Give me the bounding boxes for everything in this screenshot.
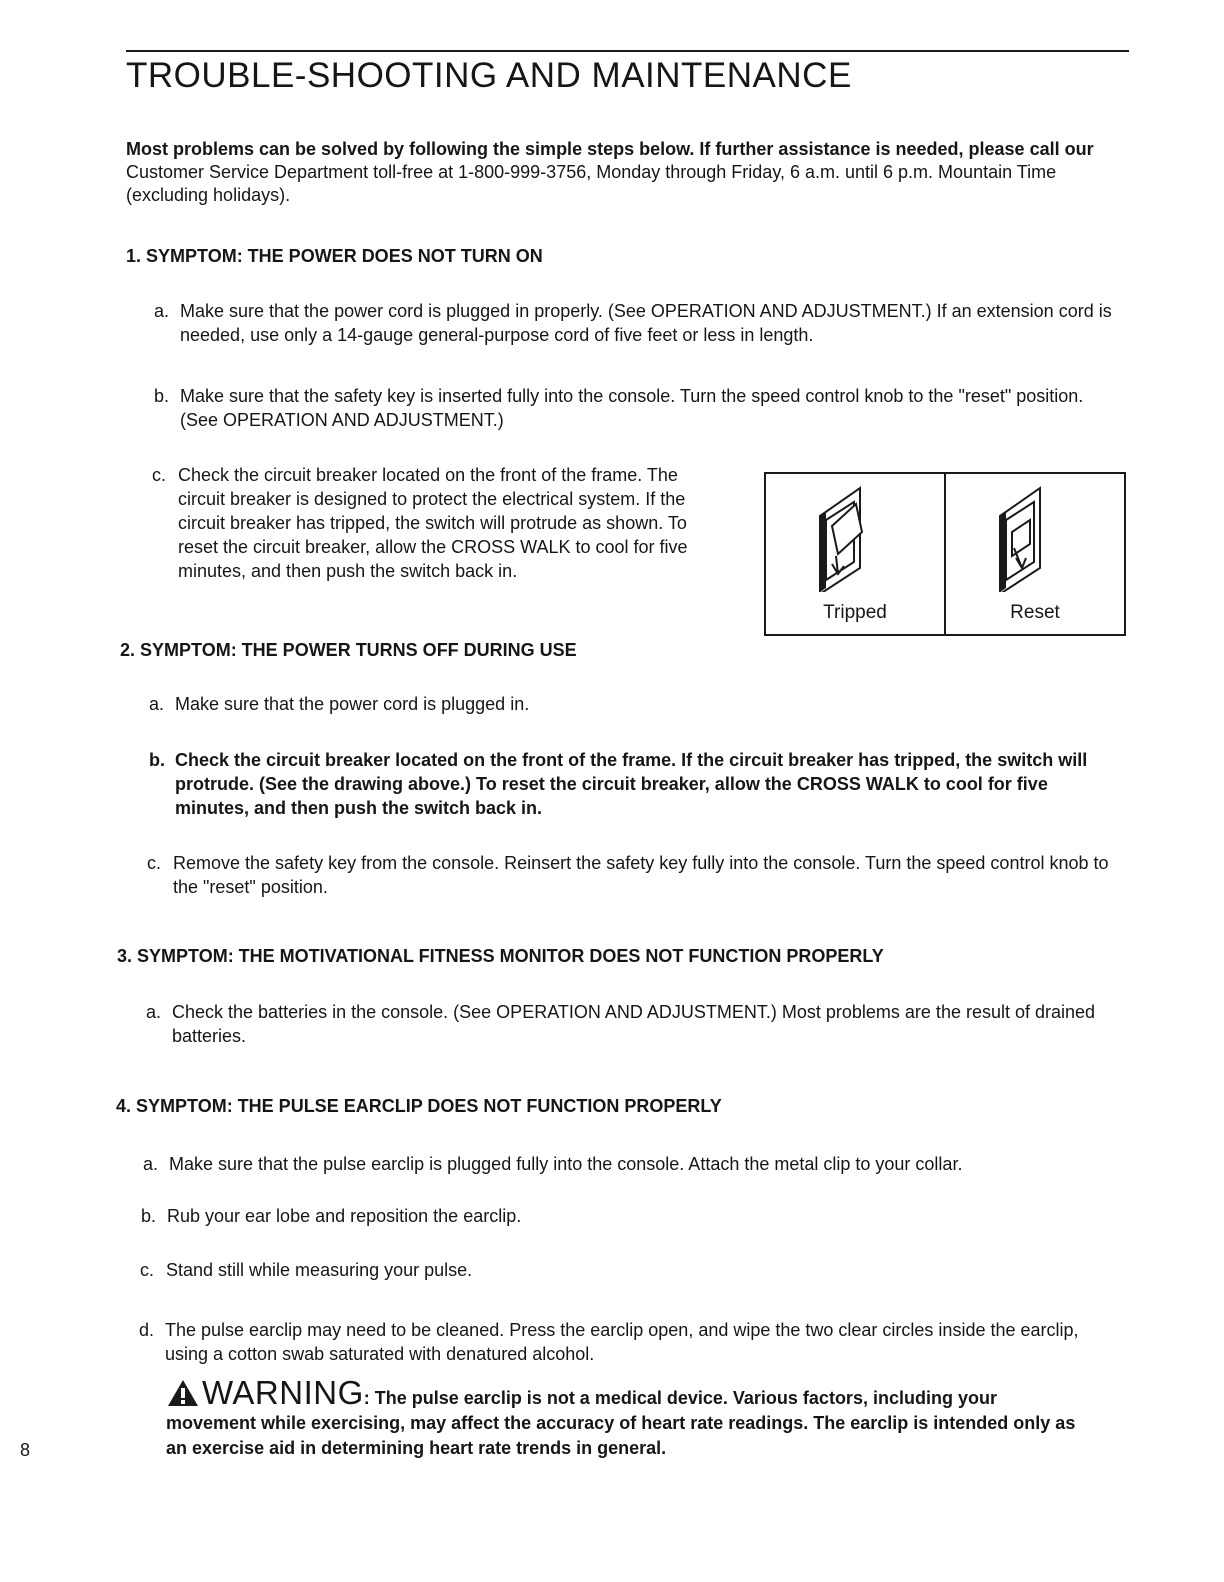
symptom-3-item-a [146,1000,1122,1048]
item-text: Stand still while measuring your pulse. [166,1260,473,1280]
item-letter: d. [139,1320,155,1340]
symptom-1-item-a [154,299,1120,347]
symptom-1-heading: 1. SYMPTOM: THE POWER DOES NOT TURN ON [126,246,543,266]
page-title: TROUBLE-SHOOTING AND MAINTENANCE [126,56,852,95]
item-letter: b. [141,1206,157,1226]
warning-text: : The pulse earclip is not a medical device. Various factors, including your movement while exercising, may affect the accuracy of heart rate readings. The earclip is intended only as an exercise aid in determining heart rate trends in general. [166,1388,1076,1458]
tripped-switch-icon [812,482,902,592]
item-letter: a. [143,1154,159,1174]
item-text: Remove the safety key from the console. Reinsert the safety key fully into the console. Turn the speed control knob to the "reset" position. [173,853,1109,897]
title-rule [126,50,1129,52]
intro-rest: Customer Service Department toll-free at 1-800-999-3756, Monday through Friday, 6 a.m. until 6 p.m. Mountain Time (excluding holidays). [126,162,1057,205]
symptom-2-item-a [149,692,1115,716]
item-text: Make sure that the pulse earclip is plugged fully into the console. Attach the metal clip to your collar. [169,1154,963,1174]
symptom-1-item-c [152,463,728,583]
item-text: Check the circuit breaker located on the front of the frame. If the circuit breaker has tripped, the switch will protrude. (See the drawing above.) To reset the circuit breaker, allow the CROSS WALK to cool for five minutes, and then push the switch back in. [175,750,1088,818]
warning-note [166,1374,1076,1461]
item-letter: b. [154,386,170,406]
tripped-label: Tripped [823,602,887,623]
item-text: Check the batteries in the console. (See OPERATION AND ADJUSTMENT.) Most problems are the result of drained batteries. [172,1002,1096,1046]
symptom-4-item-d [139,1318,1115,1366]
item-text: Rub your ear lobe and reposition the earclip. [167,1206,522,1226]
page-number: 8 [20,1440,31,1460]
symptom-4-item-a [143,1152,1119,1176]
item-text: Make sure that the safety key is inserted fully into the console. Turn the speed control knob to the "reset" position. (See OPERATION AND ADJUSTMENT.) [180,386,1084,430]
item-letter: a. [149,694,165,714]
symptom-2-heading: 2. SYMPTOM: THE POWER TURNS OFF DURING USE [120,640,577,660]
item-letter: c. [147,853,162,873]
warning-triangle-icon [166,1378,200,1408]
item-text: The pulse earclip may need to be cleaned. Press the earclip open, and wipe the two clear circles inside the earclip, using a cotton swab saturated with denatured alcohol. [165,1320,1079,1364]
reset-panel [944,474,1124,634]
reset-switch-icon [992,482,1082,592]
item-letter: a. [154,301,170,321]
item-text: Check the circuit breaker located on the front of the frame. The circuit breaker is designed to protect the electrical system. If the circuit breaker has tripped, the switch will protrude as shown. To reset the circuit breaker, allow the CROSS WALK to cool for five minutes, and then push the switch back in. [178,465,688,581]
symptom-4-item-c [140,1258,1116,1282]
symptom-2-item-b [149,748,1115,820]
circuit-breaker-figure [764,472,1126,636]
tripped-panel [766,474,944,634]
item-text: Make sure that the power cord is plugged in. [175,694,530,714]
symptom-3-heading: 3. SYMPTOM: THE MOTIVATIONAL FITNESS MONITOR DOES NOT FUNCTION PROPERLY [117,946,884,966]
item-letter: a. [146,1002,162,1022]
item-text: Make sure that the power cord is plugged in properly. (See OPERATION AND ADJUSTMENT.) If an extension cord is needed, use only a 14-gauge general-purpose cord of five feet or less in length. [180,301,1112,345]
symptom-2-item-c [147,851,1123,899]
intro-bold: Most problems can be solved by following the simple steps below. If further assistance is needed, please call our [126,139,1094,159]
symptom-1-item-b [154,384,1120,432]
reset-label: Reset [1010,602,1060,623]
symptom-4-heading: 4. SYMPTOM: THE PULSE EARCLIP DOES NOT FUNCTION PROPERLY [116,1096,722,1116]
item-letter: b. [149,750,165,770]
intro-paragraph [126,138,1136,207]
symptom-4-item-b [141,1204,1117,1228]
warning-label: WARNING [202,1374,364,1411]
item-letter: c. [140,1260,155,1280]
item-letter: c. [152,465,167,485]
